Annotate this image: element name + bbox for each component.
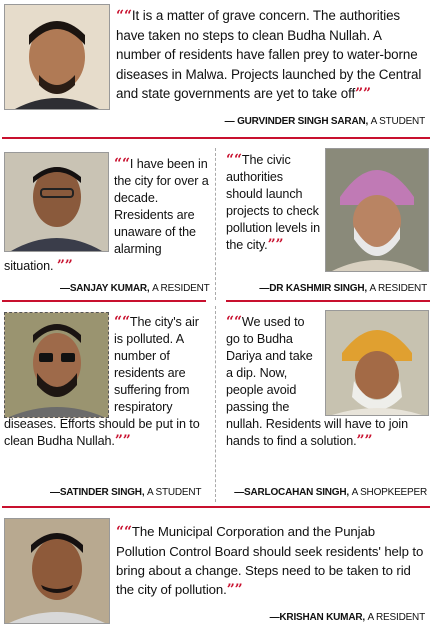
close-quote-mark: ”” [355,85,371,102]
attribution: —KRISHAN KUMAR, A RESIDENT [269,612,425,623]
person-role: A STUDENT [370,116,425,127]
attribution: —SATINDER SINGH, A STUDENT [50,487,202,498]
divider-red [226,300,430,302]
close-quote-mark: ”” [114,433,131,449]
person-name: KRISHAN KUMAR [279,612,363,623]
person-role: A RESIDENT [367,612,425,623]
attribution: —DR KASHMIR SINGH, A RESIDENT [259,283,427,294]
quote-body: The civic authorities should launch projects to check pollution levels in the city. [226,153,321,252]
divider-red [2,506,430,508]
quote-text [4,314,210,450]
quote-text [116,6,428,104]
quote-body: It is a matter of grave concern. The authorities have taken no steps to clean Budha Nullah. A number of residents have fallen prey to water-borne diseases in Malwa. Projects launched by the Central and state governments are yet to take off [116,8,422,101]
open-quote-mark: ““ [116,524,132,540]
photo-gurvinder-singh-saran [4,4,110,110]
attribution: — GURVINDER SINGH SARAN, A STUDENT [224,116,425,127]
divider-red [2,300,206,302]
person-role: A RESIDENT [152,283,210,294]
quote-body: The Municipal Corporation and the Punjab Pollution Control Board should seek residents' help to bring about a change. Steps need to be taken to rid the city of pollution. [116,524,424,597]
quote-text [116,522,428,600]
photo-krishan-kumar [4,518,110,624]
quote-body: I have been in the city for over a decade. Rresidents are unaware of the alarming situation. [4,157,209,273]
close-quote-mark: ”” [356,433,373,449]
open-quote-mark: ““ [114,314,130,330]
quote-body: The city's air is polluted. A number of residents are suffering from respiratory diseases. Efforts should be put in to clean Budha Nullah. [4,315,200,448]
quote-text [226,314,426,450]
close-quote-mark: ”” [226,582,243,598]
open-quote-mark: ““ [116,8,132,24]
divider-red [2,137,430,139]
open-quote-mark: ““ [114,156,130,172]
column-divider [215,148,216,300]
close-quote-mark: ”” [267,237,284,253]
attribution: —SANJAY KUMAR, A RESIDENT [60,283,210,294]
portrait-image [5,5,109,109]
person-role: A RESIDENT [369,283,427,294]
person-name: GURVINDER SINGH SARAN [237,116,366,127]
open-quote-mark: ““ [226,314,242,330]
person-name: SATINDER SINGH [59,487,142,498]
quote-text [4,156,210,275]
person-name: SANJAY KUMAR [69,283,147,294]
person-role: A STUDENT [147,487,202,498]
open-quote-mark: ““ [226,152,242,168]
column-divider [215,306,216,502]
attribution: —SARLOCAHAN SINGH, A SHOPKEEPER [234,487,427,498]
close-quote-mark: ”” [56,258,73,274]
person-name: DR KASHMIR SINGH [269,283,365,294]
person-name: SARLOCAHAN SINGH [244,487,347,498]
quote-body: We used to go to Budha Dariya and take a dip. Now, people avoid passing the nullah. Residents will have to join hands to find a solution. [226,315,409,448]
quote-text [226,152,426,270]
portrait-image [5,519,109,623]
person-role: A SHOPKEEPER [351,487,427,498]
